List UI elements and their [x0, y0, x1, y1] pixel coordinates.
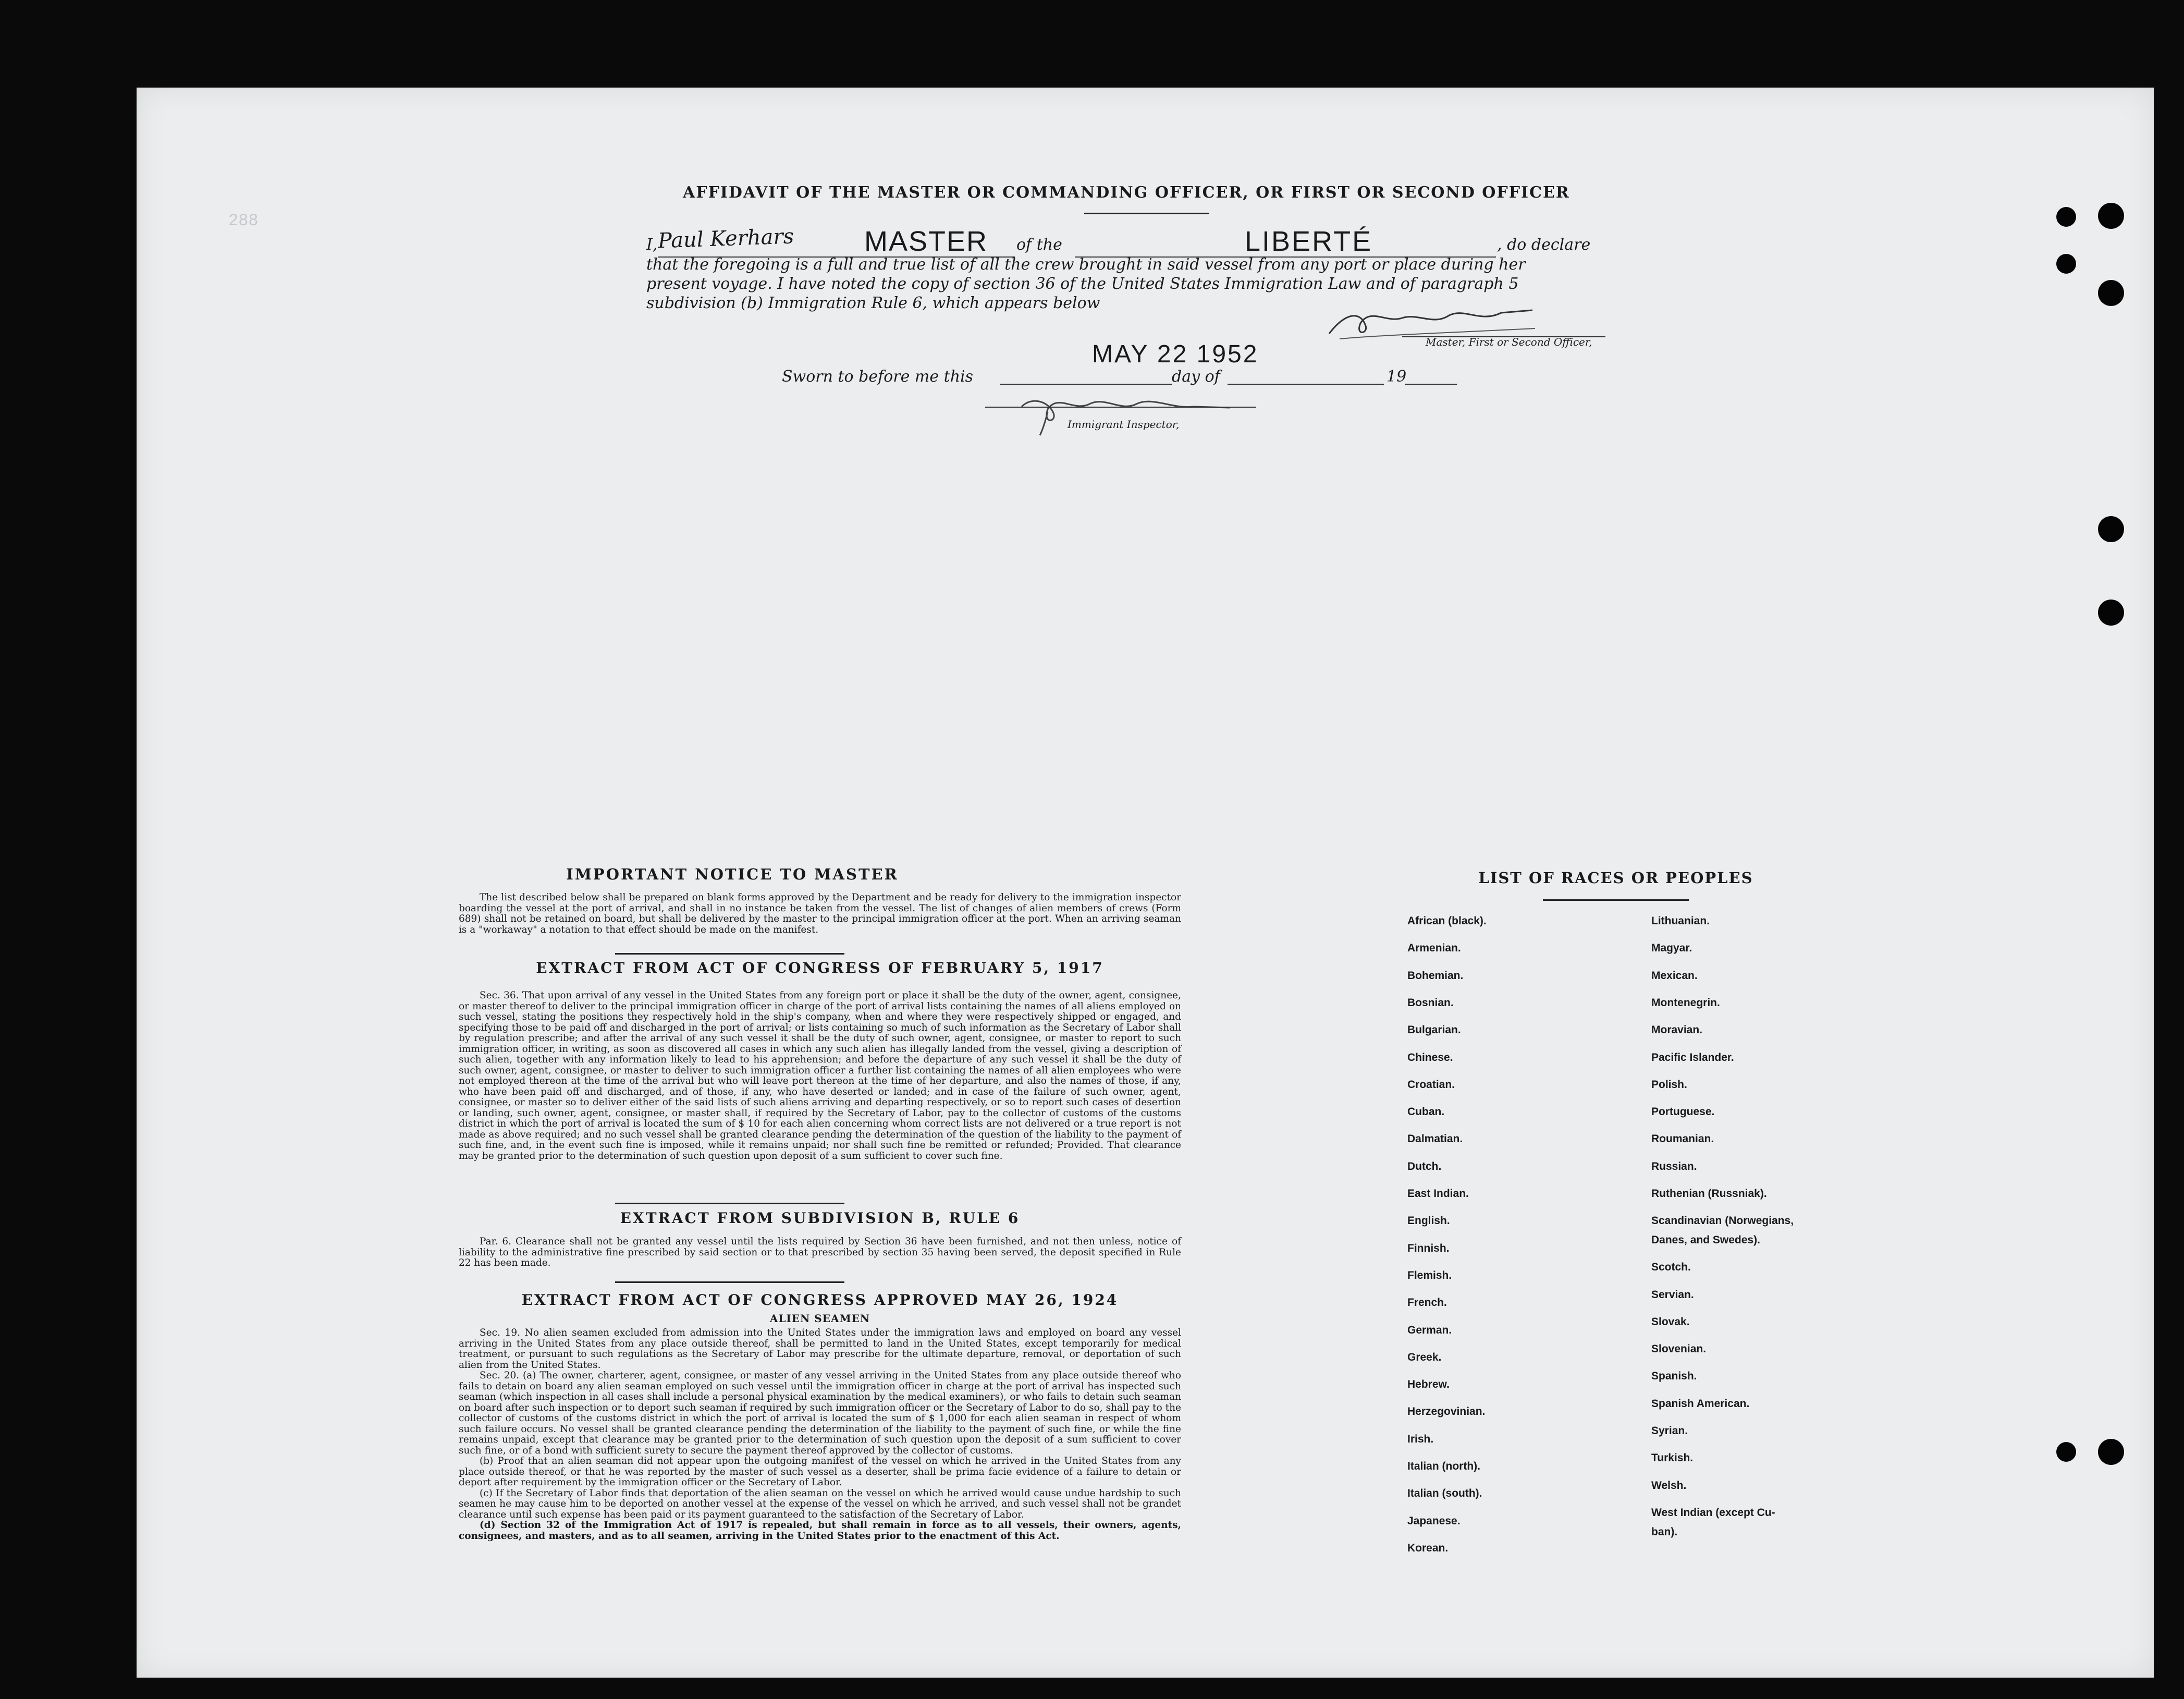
page-number: 288	[228, 211, 259, 230]
race-item: German.	[1407, 1324, 1452, 1336]
race-item: Turkish.	[1651, 1452, 1694, 1464]
inspector-caption: Immigrant Inspector,	[1068, 418, 1180, 431]
race-item: Flemish.	[1407, 1269, 1452, 1281]
alien-seamen-subtitle: ALIEN SEAMEN	[769, 1312, 870, 1325]
title-rule	[1084, 213, 1209, 214]
race-item: Bosnian.	[1407, 996, 1454, 1009]
race-item: Russian.	[1651, 1160, 1697, 1172]
sworn-prefix: Sworn to before me this	[782, 368, 974, 386]
race-item: Slovak.	[1651, 1315, 1690, 1328]
race-item: Dutch.	[1407, 1160, 1442, 1172]
race-item: Greek.	[1407, 1351, 1442, 1363]
officer-caption: Master, First or Second Officer,	[1426, 336, 1592, 348]
race-item: Slovenian.	[1651, 1343, 1707, 1355]
binder-hole	[2056, 207, 2076, 227]
affidavit-i-prefix: I,	[646, 236, 658, 254]
binder-hole	[2098, 516, 2124, 542]
race-item: Irish.	[1407, 1433, 1434, 1445]
race-item: West Indian (except Cu-	[1651, 1506, 1775, 1519]
sworn-day-line	[1000, 384, 1172, 385]
race-item: Dalmatian.	[1407, 1133, 1463, 1145]
race-item: Servian.	[1651, 1288, 1694, 1301]
year-prefix: 19	[1387, 368, 1407, 386]
sworn-year-line	[1405, 384, 1457, 385]
race-item: Korean.	[1407, 1542, 1449, 1554]
sec-20c-paragraph: (c) If the Secretary of Labor finds that deportation of the alien seaman on the vessel on which he arrived would cause undue hardship to such seamen he may cause him to be deported on another vessel at the expense of the vessel on which he arrived, and such vessel shall not be grandet clearance until such expense has been paid or its payment guaranteed to the satisfaction of the Secretary of Labor.	[459, 1487, 1181, 1520]
sec-19-paragraph: Sec. 19. No alien seamen excluded from admission into the United States under the immigration laws and employed on board any vessel arriving in the United States from any place outside thereof, shall be permitted to land in the United States, except temporarily for medical treatment, or pursuant to such regulations as the Secretary of Labor may prescribe for the ultimate departure, removal, or deportation of such alien from the United States.	[459, 1327, 1181, 1371]
race-item: Scandinavian (Norwegians,	[1651, 1215, 1794, 1227]
race-item: African (black).	[1407, 915, 1487, 927]
race-item: Japanese.	[1407, 1514, 1461, 1527]
race-item: Polish.	[1651, 1078, 1687, 1091]
race-item: Bulgarian.	[1407, 1024, 1461, 1036]
race-item: Mexican.	[1651, 969, 1698, 982]
race-item: Pacific Islander.	[1651, 1051, 1734, 1064]
sec-20a-paragraph: Sec. 20. (a) The owner, charterer, agent, consignee, or master of any vessel arriving in the United States from any place outside thereof who fails to detain on board any alien seaman employed on such vessel until the immigration officer in charge at the port of arrival has inspected such seaman (which inspection in all cases shall include a personal physical examination by the medical examiners), or who fails to detain such seaman on board after such inspection or to deport such seaman if required by such immigration officer or the Secretary of Labor to do so, shall pay to the collector of customs of the customs district in which the port of arrival is located the sum of $ 1,000 for each alien seaman in respect of whom such failure occurs. No vessel shall be granted clearance pending the determination of the liability to the payment of such fine, or while the fine remains unpaid, except that clearance may be granted prior to the determination of such question upon the deposit of a sum sufficient to cover such fine, or of a bond with sufficient surety to secure the payment thereof approved by the collector of customs.	[459, 1370, 1181, 1456]
binder-hole	[2056, 1442, 2076, 1462]
race-item: Montenegrin.	[1651, 996, 1720, 1009]
races-rule	[1543, 899, 1689, 901]
race-item: French.	[1407, 1297, 1447, 1309]
race-item: Magyar.	[1651, 942, 1692, 955]
affidavit-line-1: that the foregoing is a full and true list of all the crew brought in said vessel from any port or place during her	[646, 255, 1526, 274]
race-item: Moravian.	[1651, 1024, 1703, 1036]
race-item: Chinese.	[1407, 1051, 1453, 1064]
races-title: LIST OF RACES OR PEOPLES	[1478, 869, 1753, 887]
race-item: Italian (north).	[1407, 1460, 1480, 1472]
race-item: Welsh.	[1651, 1479, 1687, 1492]
notice-text	[459, 893, 1181, 935]
sec-20b-paragraph: (b) Proof that an alien seaman did not appear upon the outgoing manifest of the vessel on which he arrived in the United States from any place outside thereof, or that he was reported by the master of such vessel as a deserter, shall be prima facie evidence of a failure to detain or deport after requirement by the immigration officer or the Secretary of Labor.	[459, 1456, 1181, 1488]
race-item: Italian (south).	[1407, 1487, 1482, 1500]
extract-1917-text	[459, 991, 1181, 1162]
extract-1917-paragraph: Sec. 36. That upon arrival of any vessel in the United States from any foreign port or place it shall be the duty of the owner, agent, consignee, or master thereof to deliver to the principal immigration officer in charge of the port of arrival lists containing the names of all aliens employed on such vessel, stating the positions they respectively hold in the ship's company, when and where they were respectively shipped or engaged, and specifying those to be paid off and discharged in the port of arrival; or lists containing so much of such information as the Secretary of Labor shall by regulation prescribe; and after the arrival of any such vessel it shall be the duty of such owner, agent, consignee, or master to report to such immigration officer, in writing, as soon as discovered all cases in which any such alien has illegally landed from the vessel, giving a description of such alien, together with any information likely to lead to his apprehension; and before the departure of any such vessel it shall be the duty of such owner, agent, consignee, or master to deliver to such immigration officer a further list containing the names of all alien employees who were not employed thereon at the time of the arrival but who will leave port thereon at the time of her departure, and also the names of those, if any, who have been paid off and discharged, and of those, if any, who have deserted or landed; and in case of the failure of such owner, agent, consignee, or master so to deliver either of the said lists of such aliens arriving and departing respectively, or so to report such cases of desertion or landing, such owner, agent, consignee, or master shall, if required by the Secretary of Labor, pay to the collector of customs of the customs district in which the port of arrival is located the sum of $ 10 for each alien concerning whom correct lists are not delivered or a true report is not made as above required; and no such vessel shall be granted clearance pending the determination of the question of the liability to the payment of such fine, and, in the event such fine is imposed, while it remains unpaid; nor shall such fine be remitted or refunded; Provided. That clearance may be granted prior to the determination of such question upon deposit of a sum sufficient to cover such fine.	[459, 990, 1181, 1162]
binder-hole	[2098, 1439, 2124, 1465]
race-item: ban).	[1651, 1525, 1678, 1538]
race-item: Roumanian.	[1651, 1133, 1714, 1145]
extract-1917-title: EXTRACT FROM ACT OF CONGRESS OF FEBRUARY 5, 1917	[536, 959, 1104, 976]
extract-rule6-text	[459, 1237, 1181, 1269]
race-item: Danes, and Swedes).	[1651, 1233, 1760, 1246]
race-item: Finnish.	[1407, 1242, 1450, 1254]
date-stamp: MAY 22 1952	[1092, 340, 1259, 368]
race-item: Scotch.	[1651, 1261, 1691, 1274]
extract-1924-title: EXTRACT FROM ACT OF CONGRESS APPROVED MAY 26, 1924	[521, 1291, 1119, 1309]
binder-hole	[2098, 280, 2124, 306]
binder-hole	[2098, 600, 2124, 626]
notice-paragraph: The list described below shall be prepared on blank forms approved by the Department and be ready for delivery to the immigration inspector boarding the vessel at the port of arrival, and shall in no instance be taken from the vessel. The list of changes of alien members of crews (Form 689) shall not be retained on board, but shall be delivered by the master to the principal immigration officer at the port. When an arriving seaman is a "workaway" a notation to that effect should be made on the manifest.	[459, 892, 1181, 935]
of-the-label: of the	[1016, 236, 1062, 254]
master-role: MASTER	[864, 226, 988, 257]
race-item: Croatian.	[1407, 1078, 1455, 1091]
race-item: East Indian.	[1407, 1188, 1469, 1200]
race-item: Herzegovinian.	[1407, 1405, 1486, 1418]
master-name-handwritten: Paul Kerhars	[657, 224, 794, 253]
extract-1917-rule	[615, 1203, 844, 1204]
race-item: Spanish American.	[1651, 1397, 1750, 1410]
race-item: English.	[1407, 1215, 1450, 1227]
vessel-name: LIBERTÉ	[1245, 226, 1373, 257]
race-item: Armenian.	[1407, 942, 1461, 955]
race-item: Portuguese.	[1651, 1106, 1715, 1118]
affidavit-title: AFFIDAVIT OF THE MASTER OR COMMANDING OFFICER, OR FIRST OR SECOND OFFICER	[683, 184, 1570, 202]
binder-hole	[2056, 254, 2076, 274]
binder-hole	[2098, 203, 2124, 229]
race-item: Cuban.	[1407, 1106, 1445, 1118]
extract-rule6-rule	[615, 1281, 844, 1283]
race-item: Bohemian.	[1407, 969, 1464, 982]
extract-rule6-title: EXTRACT FROM SUBDIVISION B, RULE 6	[620, 1209, 1020, 1227]
do-declare-label: , do declare	[1497, 236, 1591, 254]
race-item: Syrian.	[1651, 1425, 1688, 1437]
affidavit-line-2: present voyage. I have noted the copy of section 36 of the United States Immigration Law and of paragraph 5	[646, 275, 1519, 293]
sec-20d-paragraph: (d) Section 32 of the Immigration Act of 1917 is repealed, but shall remain in force as to all vessels, their owners, agents, consignees, and masters, and as to all seamen, arriving in the United States prior to the enactment of this Act.	[459, 1520, 1181, 1542]
extract-rule6-paragraph: Par. 6. Clearance shall not be granted any vessel until the lists required by Section 36 have been furnished, and not then unless, notice of liability to the administrative fine prescribed by said section or to that prescribed by section 35 having been served, the deposit specified in Rule 22 has been made.	[459, 1236, 1181, 1268]
affidavit-line-3: subdivision (b) Immigration Rule 6, which appears below	[646, 294, 1100, 312]
sworn-month-line	[1228, 384, 1384, 385]
day-of-label: day of	[1172, 368, 1220, 386]
race-item: Lithuanian.	[1651, 915, 1710, 927]
race-item: Ruthenian (Russniak).	[1651, 1188, 1767, 1200]
inspector-line	[985, 407, 1256, 408]
race-item: Hebrew.	[1407, 1378, 1450, 1391]
notice-title: IMPORTANT NOTICE TO MASTER	[566, 865, 899, 883]
notice-rule	[615, 953, 844, 955]
extract-1924-text	[459, 1328, 1181, 1542]
race-item: Spanish.	[1651, 1370, 1697, 1383]
